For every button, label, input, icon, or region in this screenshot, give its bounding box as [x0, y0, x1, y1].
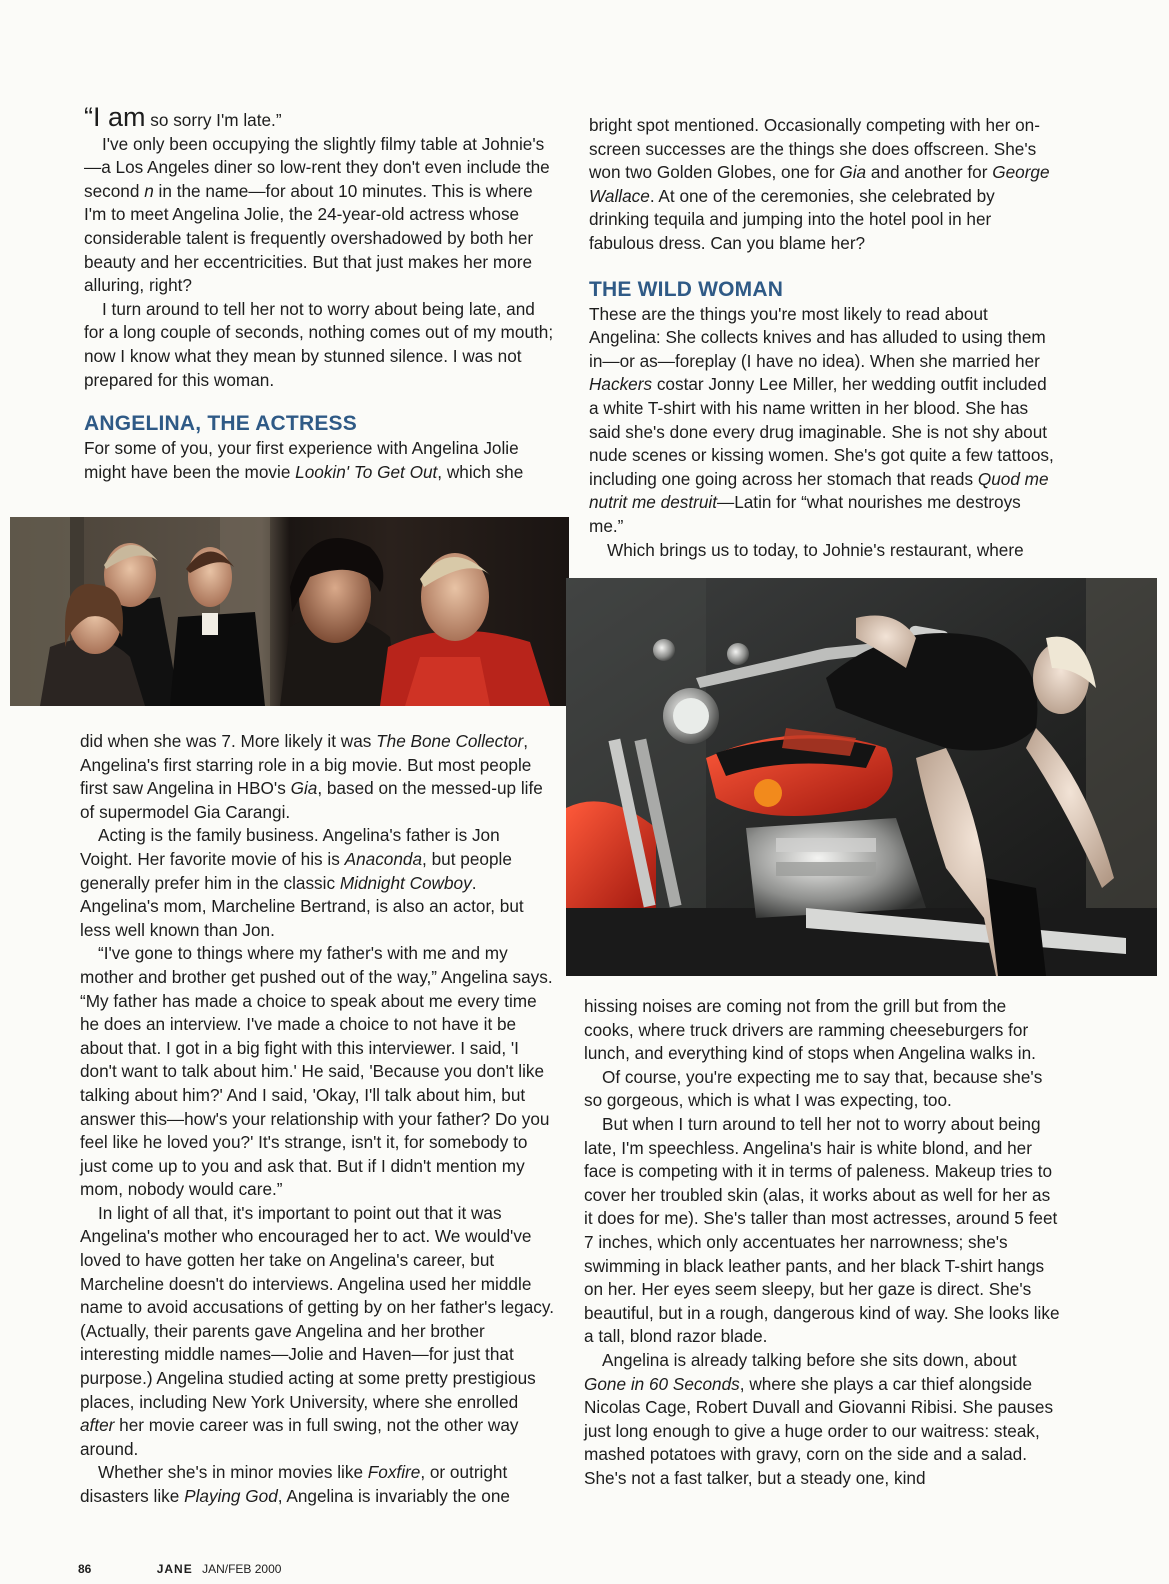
left-column-top	[84, 102, 556, 484]
film-stills-photo	[10, 517, 569, 706]
issue-date: JAN/FEB 2000	[202, 1562, 282, 1576]
magazine-name: JANE	[156, 1562, 193, 1576]
motorcycle-photo	[566, 578, 1157, 976]
paragraph: In light of all that, it's important to point out that it was Angelina's mother who encouraged her to act. We would've loved to have gotten her take on Angelina's career, but Marcheline doesn't do interviews. Angelina used her middle name to avoid accusations of getting by on her father's legacy. (Actually, their parents gave Angelina and her brother interesting middle names—Jolie and Haven—for just that purpose.) Angelina studied acting at some pretty prestigious places, including New York University, where she enrolled after her movie career was in full swing, not the other way around.	[80, 1202, 554, 1459]
paragraph: I've only been occupying the slightly filmy table at Johnie's—a Los Angeles diner so low-rent they don't even include the second n in the name—for about 10 minutes. This is where I'm to meet Angelina Jolie, the 24-year-old actress whose considerable talent is frequently overshadowed by both her beauty and her eccentricities. But that just makes her more alluring, right?	[84, 133, 550, 296]
paragraph: Of course, you're expecting me to say that, because she's so gorgeous, which is what I was expecting, too.	[584, 1066, 1043, 1111]
right-column-bottom	[584, 995, 1060, 1490]
paragraph: hissing noises are coming not from the grill but from the cooks, where truck drivers are ramming cheeseburgers for lunch, and everything kind of stops when Angelina walks in.	[584, 996, 1036, 1064]
paragraph: These are the things you're most likely to read about Angelina: She collects knives and has alluded to using them in—or as—foreplay (I have no idea). When she married her Hackers costar Jonny Lee Miller, her wedding outfit included a white T-shirt with his name written in her blood. She has said she's done every drug imaginable. She is not shy about nude scenes or kissing women. She's got quite a few tattoos, including one going across her stomach that reads Quod me nutrit me destruit—Latin for “what nourishes me destroys me.”	[589, 303, 1054, 536]
lead-quote-rest: so sorry I'm late.”	[145, 110, 282, 130]
film-stills-image	[10, 517, 569, 706]
paragraph: “I've gone to things where my father's with me and my mother and brother get pushed out of the way,” Angelina says. “My father has made a choice to speak about me every time he does an interview. I've made a choice to not have it be about that. I got in a big fight with this interviewer. I said, 'I don't want to talk about him.' He said, 'Because you don't like talking about him?' And I said, 'Okay, I'll talk about him, but answer this—how's your relationship with your father? Do you feel like he loved you?' It's strange, isn't it, for somebody to just come up to you and ask that. But if I didn't mention my mom, nobody would care.”	[80, 943, 553, 1200]
paragraph: bright spot mentioned. Occasionally competing with her on-screen successes are the things she does offscreen. She's won two Golden Globes, one for Gia and another for George Wallace. At one of the ceremonies, she celebrated by drinking tequila and jumping into the hotel pool in her fabulous dress. Can you blame her?	[589, 115, 1050, 253]
section-heading-wild-woman: THE WILD WOMAN	[589, 277, 784, 301]
page-number: 86	[78, 1562, 92, 1576]
paragraph: Acting is the family business. Angelina's father is Jon Voight. Her favorite movie of his is Anaconda, but people generally prefer him in the classic Midnight Cowboy. Angelina's mom, Marcheline Bertrand, is also an actor, but less well known than Jon.	[80, 825, 524, 940]
left-column-bottom	[80, 730, 556, 1509]
paragraph: Whether she's in minor movies like Foxfire, or outright disasters like Playing God, Angelina is invariably the one	[80, 1462, 510, 1506]
paragraph: For some of you, your first experience with Angelina Jolie might have been the movie Lookin' To Get Out, which she	[84, 438, 524, 482]
paragraph: Angelina is already talking before she sits down, about Gone in 60 Seconds, where she plays a car thief alongside Nicolas Cage, Robert Duvall and Giovanni Ribisi. She pauses just long enough to give a huge order to our waitress: steak, mashed potatoes with gravy, corn on the side and a salad. She's not a fast talker, but a steady one, kind	[584, 1349, 1054, 1488]
lead-quote-big: “I am	[84, 102, 146, 132]
right-column-top	[589, 114, 1059, 562]
motorcycle-image	[566, 578, 1157, 976]
section-heading-actress: ANGELINA, THE ACTRESS	[84, 412, 357, 436]
paragraph: But when I turn around to tell her not to worry about being late, I'm speechless. Angelina's hair is white blond, and her face is competing with it in terms of paleness. Makeup tries to cover her troubled skin (alas, it works about as well for her as it does for me). She's taller than most actresses, around 5 feet 7 inches, which only accentuates her narrowness; she's swimming in black leather pants, and her black T-shirt hangs on her. Her eyes seem sleepy, but her gaze is direct. She's beautiful, but in a rough, dangerous kind of way. She looks like a tall, blond razor blade.	[584, 1113, 1060, 1347]
paragraph: Which brings us to today, to Johnie's restaurant, where	[607, 539, 1024, 560]
lead-paragraph	[84, 102, 556, 133]
paragraph: I turn around to tell her not to worry about being late, and for a long couple of seconds, nothing comes out of my mouth; now I know what they mean by stunned silence. I was not prepared for this woman.	[84, 298, 554, 390]
paragraph: did when she was 7. More likely it was The Bone Collector, Angelina's first starring role in a big movie. But most people first saw Angelina in HBO's Gia, based on the messed-up life of supermodel Gia Carangi.	[80, 731, 543, 822]
page-footer	[78, 1562, 281, 1576]
